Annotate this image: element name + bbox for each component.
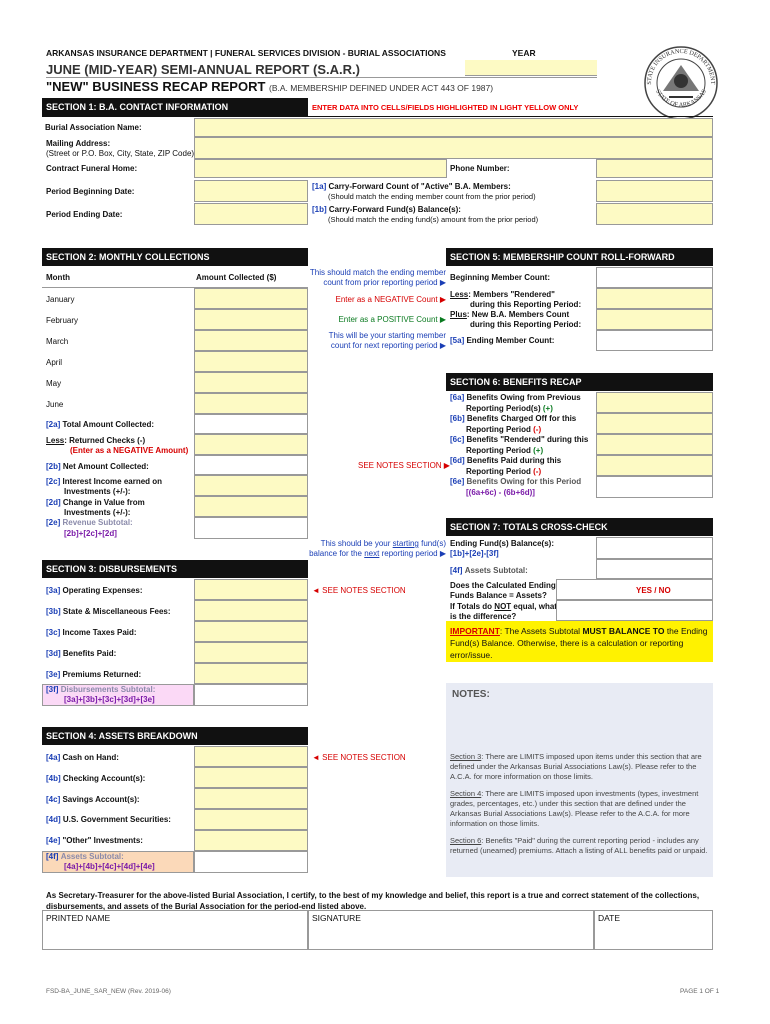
r4a-code: [4a] — [46, 753, 61, 762]
note-section4-text: : There are LIMITS imposed upon investments (types, investment grades, percentages, etc.) under this section that are defined under the Arkansas Burial Associations Law(s). Please refer to the A.C.A. for more information on those limits. — [450, 789, 699, 828]
yes-no-box[interactable] — [556, 579, 713, 600]
r3c-input[interactable] — [194, 621, 308, 642]
r6a-label: Benefits Owing from Previous — [466, 393, 581, 402]
s4-see-notes: ◄ SEE NOTES SECTION — [312, 753, 406, 762]
mar-input[interactable] — [194, 330, 308, 351]
jan-input[interactable] — [194, 288, 308, 309]
s5-note1b: count from prior reporting period ▶ — [323, 278, 446, 287]
period-end-input[interactable] — [194, 203, 308, 225]
page-number: PAGE 1 OF 1 — [680, 988, 720, 995]
r6b-sub: Reporting Period (-) — [466, 425, 542, 434]
month-feb: February — [46, 316, 79, 325]
r2c-input[interactable] — [194, 475, 308, 496]
r3a-label: Operating Expenses: — [62, 586, 143, 595]
r6e-label: Benefits Owing for this Period — [466, 477, 582, 486]
r6c-code: [6c] — [450, 435, 465, 444]
mailing-sublabel: (Street or P.O. Box, City, State, ZIP Code) — [46, 149, 195, 158]
r6b-code: [6b] — [450, 414, 465, 423]
r2c-label: Interest Income earned on — [62, 477, 163, 486]
seal-bottom-text: STATE OF ARKANSAS — [654, 88, 708, 109]
r4c-line — [46, 795, 140, 804]
r6a-input[interactable] — [596, 392, 713, 413]
r5a-code: [5a] — [450, 336, 465, 345]
c1a-sub: (Should match the ending member count from the prior period) — [328, 192, 536, 201]
r4b-label: Checking Account(s): — [62, 774, 146, 783]
r3e-code: [3e] — [46, 670, 61, 679]
r2c-line — [46, 477, 162, 486]
r2d-label: Change in Value from — [62, 498, 145, 507]
r5a-line — [450, 336, 554, 345]
month-jan: January — [46, 295, 75, 304]
r6c-sub: Reporting Period (+) — [466, 446, 544, 455]
difference-value — [556, 600, 713, 621]
r4f-code: [4f] — [46, 852, 59, 861]
plus-new-input[interactable] — [596, 309, 713, 330]
ending-fund-sub: [1b]+[2e]-[3f] — [450, 549, 499, 558]
recap-title-line — [46, 79, 493, 94]
r4f-sub: [4a]+[4b]+[4c]+[4d]+[4e] — [64, 862, 155, 871]
r2b-code: [2b] — [46, 462, 61, 471]
r4b-line — [46, 774, 145, 783]
r3a-input[interactable] — [194, 579, 308, 600]
svg-text:STATE OF ARKANSAS — [654, 88, 708, 109]
r3c-code: [3c] — [46, 628, 61, 637]
note-section3-label: Section 3 — [450, 752, 482, 761]
r3b-code: [3b] — [46, 607, 61, 616]
r3d-line — [46, 649, 116, 658]
c1b-input[interactable] — [596, 203, 713, 225]
r4d-input[interactable] — [194, 809, 308, 830]
r6e-sub: [(6a+6c) - (6b+6d)] — [466, 488, 535, 497]
r4a-line — [46, 753, 119, 762]
r6d-line — [450, 456, 561, 465]
note-section4 — [450, 789, 710, 829]
year-label: YEAR — [512, 48, 536, 58]
less-rendered-input[interactable] — [596, 288, 713, 309]
r3e-label: Premiums Returned: — [62, 670, 142, 679]
year-input[interactable] — [465, 60, 597, 76]
c1b-line — [312, 205, 461, 214]
recap-subtitle: (B.A. MEMBERSHIP DEFINED UNDER ACT 443 OF 1987) — [269, 83, 494, 93]
r4a-input[interactable] — [194, 746, 308, 767]
signature-box[interactable] — [308, 910, 594, 950]
r3f-label: Disbursements Subtotal: — [60, 685, 156, 694]
r6c-line — [450, 435, 588, 444]
jun-input[interactable] — [194, 393, 308, 414]
r2a-label: Total Amount Collected: — [62, 420, 155, 429]
less-rendered-sub: during this Reporting Period: — [470, 300, 582, 309]
section2-header: SECTION 2: MONTHLY COLLECTIONS — [42, 248, 308, 266]
section1-header: SECTION 1: B.A. CONTACT INFORMATION — [42, 98, 308, 116]
returned-sublabel: (Enter as a NEGATIVE Amount) — [70, 446, 189, 455]
r4e-label: "Other" Investments: — [62, 836, 143, 845]
r6d-input[interactable] — [596, 455, 713, 476]
r6b-input[interactable] — [596, 413, 713, 434]
r4a-label: Cash on Hand: — [62, 753, 119, 762]
r2e-sub: [2b]+[2c]+[2d] — [64, 529, 117, 538]
r3f-code: [3f] — [46, 685, 59, 694]
period-begin-input[interactable] — [194, 180, 308, 202]
c1a-line — [312, 182, 511, 191]
important-bold: MUST BALANCE TO — [582, 626, 665, 636]
r2d-input[interactable] — [194, 496, 308, 517]
note-section3-text: : There are LIMITS imposed upon items under this section that are defined under the Arkansas Burial Associations Law(s). Please refer to the A.C.A. for more information on those limits. — [450, 752, 702, 781]
r5a-value — [596, 330, 713, 351]
section6-header: SECTION 6: BENEFITS RECAP — [446, 373, 713, 391]
signature-label: SIGNATURE — [312, 913, 361, 923]
s5-note4b: count for next reporting period ▶ — [330, 341, 446, 350]
r2a-code: [2a] — [46, 420, 61, 429]
s7-4f-label: Assets Subtotal: — [464, 566, 528, 575]
mailing-label: Mailing Address: — [46, 139, 111, 148]
c1b-label: Carry-Forward Fund(s) Balance(s): — [328, 205, 461, 214]
recap-title: "NEW" BUSINESS RECAP REPORT — [46, 79, 266, 94]
r4e-code: [4e] — [46, 836, 61, 845]
s5-note3: Enter as a POSITIVE Count ▶ — [338, 315, 446, 324]
form-id: FSD-BA_JUNE_SAR_NEW (Rev. 2019-06) — [46, 988, 171, 995]
ending-fund-value — [596, 537, 713, 559]
r4c-code: [4c] — [46, 795, 61, 804]
c1b-code: [1b] — [312, 205, 327, 214]
r6c-input[interactable] — [596, 434, 713, 455]
funeral-home-label: Contract Funeral Home: — [46, 164, 138, 173]
dept-title: ARKANSAS INSURANCE DEPARTMENT | FUNERAL SERVICES DIVISION - BURIAL ASSOCIATIONS — [46, 48, 446, 58]
r3c-line — [46, 628, 137, 637]
r6a-code: [6a] — [450, 393, 465, 402]
printed-name-box[interactable] — [42, 910, 308, 950]
printed-name-label: PRINTED NAME — [46, 913, 111, 923]
c1a-code: [1a] — [312, 182, 327, 191]
assoc-name-input[interactable] — [194, 118, 713, 137]
seal-top-text: STATE INSURANCE DEPARTMENT — [645, 47, 717, 85]
note-section6-text: : Benefits "Paid" during the current reporting period - includes any returned (unearned) premiums. Attach a listing of ALL benefits paid or unpaid. — [450, 836, 708, 855]
state-seal — [643, 45, 719, 121]
r2e-line — [46, 518, 133, 527]
important-text1: : The Assets Subtotal — [499, 626, 583, 636]
date-label: DATE — [598, 913, 621, 923]
s7-note-a: This should be your starting fund(s) — [320, 539, 446, 548]
important-text2: the Ending Fund(s) Balance. Otherwise, there is a calculation or reporting error/issue. — [450, 626, 708, 660]
begin-count-value — [596, 267, 713, 288]
section4-header: SECTION 4: ASSETS BREAKDOWN — [42, 727, 308, 745]
note-section3 — [450, 752, 710, 782]
r3a-line — [46, 586, 143, 595]
period-end-label: Period Ending Date: — [46, 210, 123, 219]
s3-see-notes: ◄ SEE NOTES SECTION — [312, 586, 406, 595]
r6b-line — [450, 414, 576, 423]
report-title: JUNE (MID-YEAR) SEMI-ANNUAL REPORT (S.A.R.) — [46, 62, 360, 77]
important-box — [446, 621, 713, 662]
s5-note4a: This will be your starting member — [328, 331, 446, 340]
q1-label: Does the Calculated Ending — [450, 581, 556, 590]
ending-fund-label: Ending Fund(s) Balance(s): — [450, 539, 554, 548]
important-label: IMPORTANT — [450, 626, 500, 636]
q2-sub: is the difference? — [450, 612, 517, 621]
r2c-sub: Investments (+/-): — [64, 487, 131, 496]
r3e-input[interactable] — [194, 663, 308, 684]
note-section6-label: Section 6 — [450, 836, 482, 845]
returned-input[interactable] — [194, 434, 308, 455]
s7-note-b: balance for the next reporting period ▶ — [309, 549, 446, 558]
r6e-value — [596, 476, 713, 498]
r4d-code: [4d] — [46, 815, 61, 824]
r4c-label: Savings Account(s): — [62, 795, 140, 804]
feb-input[interactable] — [194, 309, 308, 330]
month-jun: June — [46, 400, 64, 409]
note-section4-label: Section 4 — [450, 789, 482, 798]
r3f-sub: [3a]+[3b]+[3c]+[3d]+[3e] — [64, 695, 155, 704]
col-amount: Amount Collected ($) — [196, 273, 277, 282]
month-apr: April — [46, 358, 63, 367]
plus-new-label: Plus: New B.A. Members Count — [450, 310, 570, 319]
may-input[interactable] — [194, 372, 308, 393]
r4f-line — [46, 852, 124, 861]
r2d-code: [2d] — [46, 498, 61, 507]
begin-count-label: Beginning Member Count: — [450, 273, 550, 282]
r6a-line — [450, 393, 581, 402]
r3b-input[interactable] — [194, 600, 308, 621]
note-section6 — [450, 836, 710, 856]
r6d-label: Benefits Paid during this — [466, 456, 562, 465]
r2e-code: [2e] — [46, 518, 61, 527]
yellow-instruction: ENTER DATA INTO CELLS/FIELDS HIGHLIGHTED IN LIGHT YELLOW ONLY — [312, 103, 579, 112]
r6b-label: Benefits Charged Off for this — [466, 414, 577, 423]
month-mar: March — [46, 337, 69, 346]
certification-text: As Secretary-Treasurer for the above-listed Burial Association, I certify, to the best of my knowledge and belief, this report is a true and correct statement of the collections, disbursements, and assets of the Burial Association for the period-end listed above. — [46, 891, 700, 911]
r5a-label: Ending Member Count: — [466, 336, 555, 345]
s7-4f-value — [596, 559, 713, 579]
section3-header: SECTION 3: DISBURSEMENTS — [42, 560, 308, 578]
s5-note2: Enter as a NEGATIVE Count ▶ — [335, 295, 446, 304]
r4e-line — [46, 836, 143, 845]
r6e-code: [6e] — [450, 477, 465, 486]
r6e-line — [450, 477, 581, 486]
funeral-home-input[interactable] — [194, 159, 447, 178]
date-box[interactable] — [594, 910, 713, 950]
r6a-sub: Reporting Period(s) (+) — [466, 404, 553, 413]
r3e-line — [46, 670, 141, 679]
r4b-input[interactable] — [194, 767, 308, 788]
c1a-label: Carry-Forward Count of "Active" B.A. Members: — [328, 182, 511, 191]
r3d-code: [3d] — [46, 649, 61, 658]
phone-label: Phone Number: — [450, 164, 510, 173]
q1-sub: Funds Balance = Assets? — [450, 591, 547, 600]
r4f-label: Assets Subtotal: — [60, 852, 124, 861]
r2a-value — [194, 414, 308, 434]
apr-input[interactable] — [194, 351, 308, 372]
mailing-input[interactable] — [194, 137, 713, 159]
phone-input[interactable] — [596, 159, 713, 178]
r3d-input[interactable] — [194, 642, 308, 663]
r2b-value — [194, 455, 308, 475]
r6c-label: Benefits "Rendered" during this — [466, 435, 589, 444]
yes-no-text: YES / NO — [636, 586, 671, 595]
c1b-sub: (Should match the ending fund(s) amount from the prior period) — [328, 215, 539, 224]
section7-header: SECTION 7: TOTALS CROSS-CHECK — [446, 518, 713, 536]
r2b-label: Net Amount Collected: — [62, 462, 149, 471]
s6-see-notes: SEE NOTES SECTION ▶ — [358, 461, 450, 470]
r2d-sub: Investments (+/-): — [64, 508, 131, 517]
period-begin-label: Period Beginning Date: — [46, 187, 135, 196]
r3b-label: State & Miscellaneous Fees: — [62, 607, 171, 616]
s7-4f-line — [450, 566, 528, 575]
r6d-code: [6d] — [450, 456, 465, 465]
r4f-value — [194, 851, 308, 873]
r4b-code: [4b] — [46, 774, 61, 783]
r4d-line — [46, 815, 171, 824]
r3d-label: Benefits Paid: — [62, 649, 117, 658]
s7-4f-code: [4f] — [450, 566, 463, 575]
r3f-line — [46, 685, 155, 694]
r2c-code: [2c] — [46, 477, 61, 486]
r2e-value — [194, 517, 308, 539]
returned-label: Less: Returned Checks (-) — [46, 436, 146, 445]
r2b-line — [46, 462, 149, 471]
r2a-line — [46, 420, 154, 429]
less-rendered-label: Less: Members "Rendered" — [450, 290, 555, 299]
r4c-input[interactable] — [194, 788, 308, 809]
r4e-input[interactable] — [194, 830, 308, 851]
r3a-code: [3a] — [46, 586, 61, 595]
month-may: May — [46, 379, 62, 388]
c1a-input[interactable] — [596, 180, 713, 202]
notes-title: NOTES: — [452, 689, 490, 700]
r2e-label: Revenue Subtotal: — [62, 518, 133, 527]
q2-label: If Totals do NOT equal, what — [450, 602, 557, 611]
assoc-name-label: Burial Association Name: — [45, 123, 142, 132]
r3f-value — [194, 684, 308, 706]
s5-note1a: This should match the ending member — [309, 268, 446, 277]
r3b-line — [46, 607, 171, 616]
col-month: Month — [46, 273, 70, 282]
r2d-line — [46, 498, 145, 507]
plus-new-sub: during this Reporting Period: — [470, 320, 582, 329]
r6d-sub: Reporting Period (-) — [466, 467, 542, 476]
r3c-label: Income Taxes Paid: — [62, 628, 137, 637]
r4d-label: U.S. Government Securities: — [62, 815, 171, 824]
section5-header: SECTION 5: MEMBERSHIP COUNT ROLL-FORWARD — [446, 248, 713, 266]
